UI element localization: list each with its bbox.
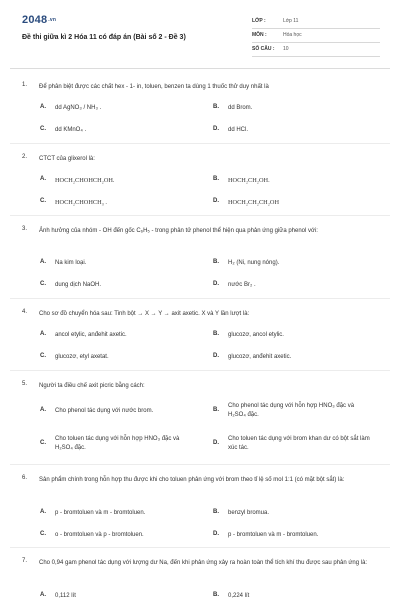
question-number: 4. xyxy=(22,309,28,315)
question-text: Cho sơ đồ chuyển hóa sau: Tinh bột → X → Y → axit axetic. X và Y lần lượt là: xyxy=(39,311,250,317)
question-divider xyxy=(10,298,390,299)
question-divider xyxy=(10,143,390,144)
meta-question-count: SỐ CÂU : 10 xyxy=(252,43,380,57)
question-divider xyxy=(10,215,390,216)
page-header xyxy=(0,0,400,62)
question-number: 3. xyxy=(22,226,28,232)
question-number: 5. xyxy=(22,381,28,387)
question-divider xyxy=(10,370,390,371)
question-number: 1. xyxy=(22,82,28,88)
question-divider xyxy=(10,547,390,548)
question-text: Người ta điều chế axit picric bằng cách: xyxy=(39,383,145,389)
exam-meta xyxy=(252,15,380,57)
question-number: 6. xyxy=(22,475,28,481)
header-divider xyxy=(10,68,390,69)
meta-subject: MÔN : Hóa học xyxy=(252,29,380,43)
question-number: 2. xyxy=(22,154,28,160)
meta-class: LỚP : Lớp 11 xyxy=(252,15,380,29)
question-text: CTCT của glixerol là: xyxy=(39,156,95,162)
question-divider xyxy=(10,464,390,465)
question-text: Sản phẩm chính trong hỗn hợp thu được khi cho toluen phản ứng với brom theo tỉ lệ số mol 1:1 (có mặt bột sắt) là: xyxy=(39,477,345,483)
question-text: Cho 0,94 gam phenol tác dụng với lượng dư Na, đến khi phản ứng xảy ra hoàn toàn thể tích khí thu được sau phản ứng là: xyxy=(39,560,368,566)
question-text: Để phân biệt được các chất hex - 1- in, toluen, benzen ta dùng 1 thuốc thử duy nhất là xyxy=(39,84,269,90)
page-title: Đề thi giữa kì 2 Hóa 11 có đáp án (Bài số 2 - Đề 3) xyxy=(22,34,186,41)
site-logo[interactable]: 2048.vn xyxy=(22,14,57,26)
question-number: 7. xyxy=(22,558,28,564)
question-text: Ảnh hưởng của nhóm - OH đến gốc C₆H₅ - trong phân tử phenol thể hiện qua phản ứng giữa phenol với: xyxy=(39,228,318,234)
